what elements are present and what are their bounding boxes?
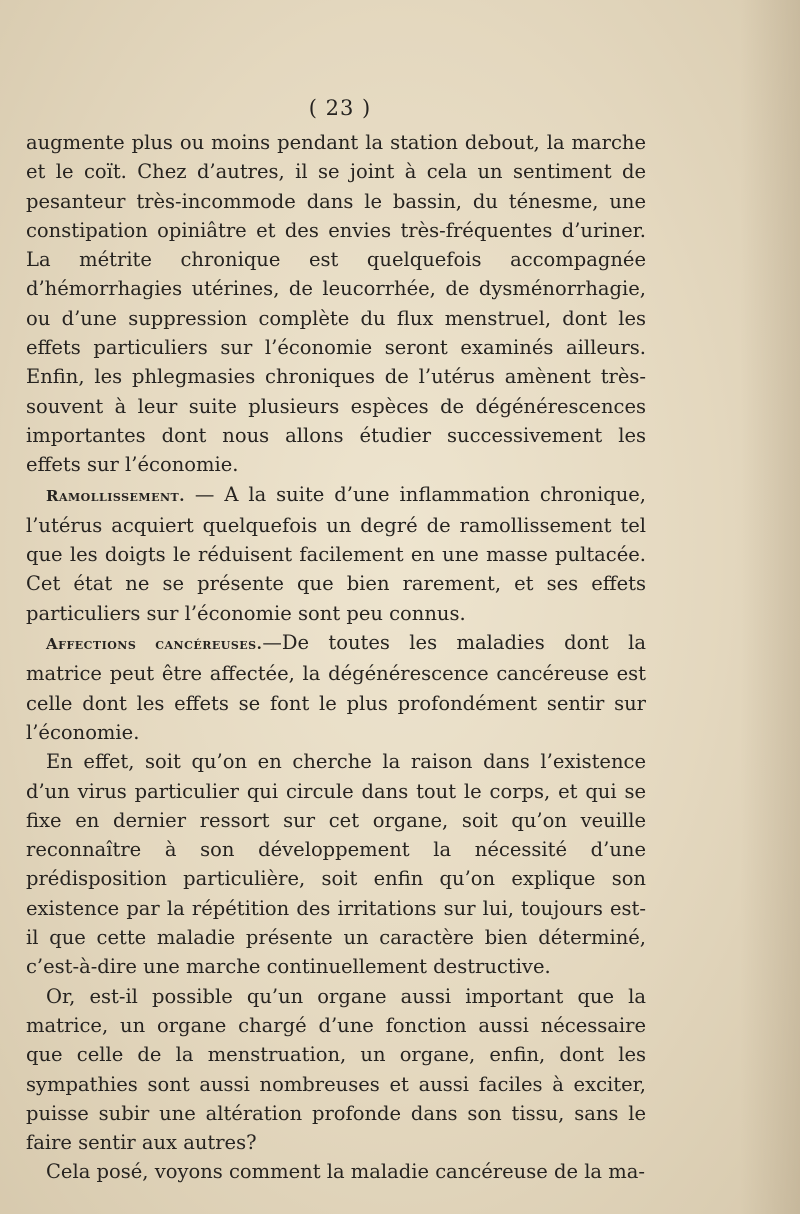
paragraph-text: En effet, soit qu’on en cherche la raison dans l’existence d’un virus particulier qui circule dans tout le corps, et qui se fixe en dernier ressort sur cet organe, soit qu’on veuille reconnaître à son développement la nécessité d’une prédisposition particulière, soit enfin qu’on explique son existence par la répétition des irritations sur lui, toujours est-il que cette maladie présente un caractère bien déterminé, c’est-à-dire une marche continuellement destructive. bbox=[26, 750, 646, 979]
section-heading-ramollissement: Ramollissement. bbox=[46, 486, 185, 505]
body-text bbox=[26, 128, 646, 1187]
paragraph-continuation bbox=[26, 128, 646, 480]
paragraph-affections-cancereuses bbox=[26, 628, 646, 747]
page-number: ( 23 ) bbox=[308, 96, 372, 120]
paragraph-or bbox=[26, 982, 646, 1158]
section-heading-affections-cancereuses: Affections cancéreuses. bbox=[46, 635, 263, 654]
paragraph-text: Cela posé, voyons comment la maladie cancéreuse de la ma- bbox=[46, 1160, 645, 1184]
paragraph-cela-pose bbox=[26, 1157, 646, 1186]
paragraph-text: augmente plus ou moins pendant la station debout, la marche et le coït. Chez d’autres, il se joint à cela un sentiment de pesanteur très-incommode dans le bassin, du ténesme, une constipation opiniâtre et des envies très-fréquentes d’uriner. La métrite chronique est quelquefois accompagnée d’hémorrhagies utérines, de leucorrhée, de dysménorrhagie, ou d’une suppression complète du flux menstruel, dont les effets particuliers sur l’économie seront examinés ailleurs. Enfin, les phlegmasies chroniques de l’utérus amènent très-souvent à leur suite plusieurs espèces de dégénérescences importantes dont nous allons étudier successivement les effets sur l’économie. bbox=[26, 131, 646, 477]
paragraph-ramollissement bbox=[26, 480, 646, 628]
paragraph-text: —De toutes les maladies dont la matrice peut être affectée, la dégénérescence cancéreuse est celle dont les effets se font le plus profondément sentir sur l’économie. bbox=[26, 631, 646, 744]
page-edge-shadow bbox=[740, 0, 800, 1214]
paragraph-en-effet bbox=[26, 747, 646, 981]
paragraph-text: Or, est-il possible qu’un organe aussi important que la matrice, un organe chargé d’une fonction aussi nécessaire que celle de la menstruation, un organe, enfin, dont les sympathies sont aussi nombreuses et aussi faciles à exciter, puisse subir une altération profonde dans son tissu, sans le faire sentir aux autres? bbox=[26, 984, 646, 1155]
paragraph-text: — A la suite d’une inflammation chronique, l’utérus acquiert quelquefois un degré de ramollissement tel que les doigts le réduisent facilement en une masse pultacée. Cet état ne se présente que bien rarement, et ses effets particuliers sur l’économie sont peu connus. bbox=[26, 482, 646, 625]
